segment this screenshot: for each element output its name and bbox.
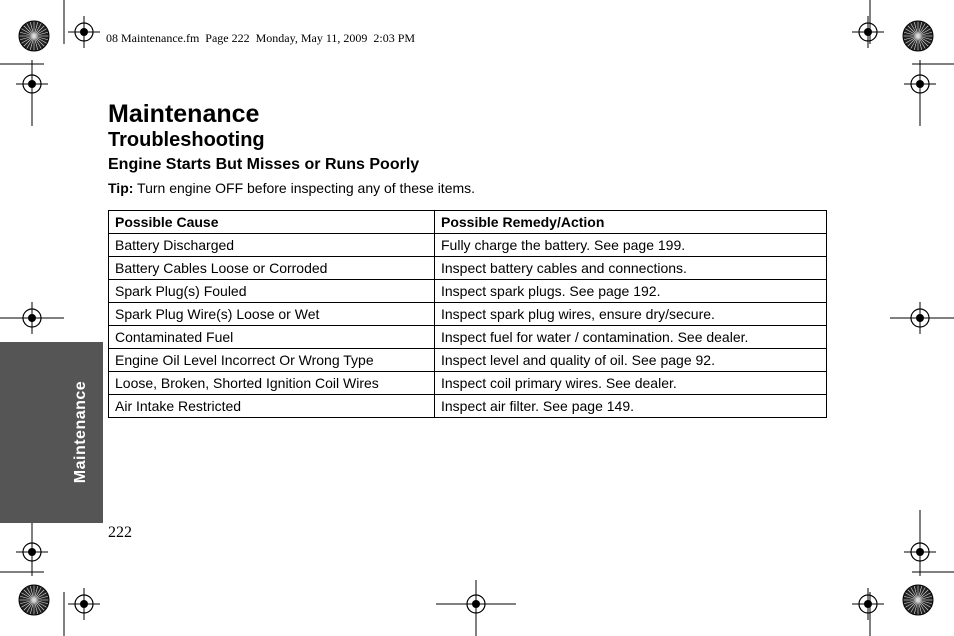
cause-cell: Battery Discharged <box>109 234 435 257</box>
remedy-cell: Inspect air filter. See page 149. <box>435 395 827 418</box>
cause-cell: Loose, Broken, Shorted Ignition Coil Wires <box>109 372 435 395</box>
subsection-title: Engine Starts But Misses or Runs Poorly <box>108 156 420 173</box>
table-row <box>109 326 827 349</box>
cause-cell: Air Intake Restricted <box>109 395 435 418</box>
table-header-row <box>109 211 827 234</box>
cause-cell: Contaminated Fuel <box>109 326 435 349</box>
cause-cell: Battery Cables Loose or Corroded <box>109 257 435 280</box>
remedy-cell: Inspect coil primary wires. See dealer. <box>435 372 827 395</box>
tip-label: Tip: <box>108 180 134 196</box>
tip-text: Turn engine OFF before inspecting any of these items. <box>133 180 476 196</box>
remedy-cell: Inspect fuel for water / contamination. See dealer. <box>435 326 827 349</box>
troubleshooting-table <box>108 210 827 418</box>
header-possible-remedy: Possible Remedy/Action <box>435 211 827 234</box>
cause-cell: Spark Plug Wire(s) Loose or Wet <box>109 303 435 326</box>
side-tab-label: Maintenance <box>72 380 89 484</box>
table-row <box>109 280 827 303</box>
page-title: Maintenance <box>108 100 260 128</box>
remedy-cell: Inspect spark plugs. See page 192. <box>435 280 827 303</box>
remedy-cell: Fully charge the battery. See page 199. <box>435 234 827 257</box>
table-row <box>109 234 827 257</box>
remedy-cell: Inspect spark plug wires, ensure dry/secure. <box>435 303 827 326</box>
header-possible-cause: Possible Cause <box>109 211 435 234</box>
table-row <box>109 349 827 372</box>
remedy-cell: Inspect battery cables and connections. <box>435 257 827 280</box>
remedy-cell: Inspect level and quality of oil. See page 92. <box>435 349 827 372</box>
tip-note <box>108 180 475 196</box>
cause-cell: Engine Oil Level Incorrect Or Wrong Type <box>109 349 435 372</box>
table-row <box>109 372 827 395</box>
section-title: Troubleshooting <box>108 129 265 151</box>
table-row <box>109 257 827 280</box>
cause-cell: Spark Plug(s) Fouled <box>109 280 435 303</box>
page-number: 222 <box>108 524 132 541</box>
file-header: 08 Maintenance.fm Page 222 Monday, May 11, 2009 2:03 PM <box>106 31 416 45</box>
table-row <box>109 303 827 326</box>
table-row <box>109 395 827 418</box>
